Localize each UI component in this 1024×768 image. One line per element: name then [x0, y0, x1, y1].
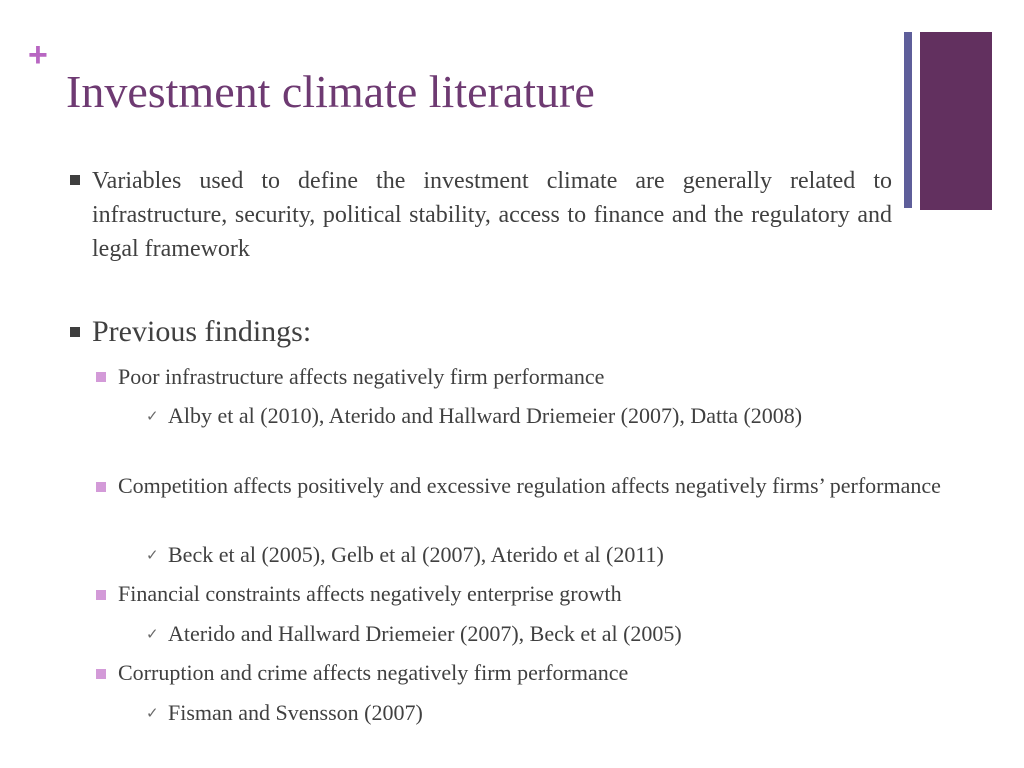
square-bullet-icon: [96, 669, 106, 679]
refs-corruption: Fisman and Svensson (2007): [168, 700, 423, 725]
checkmark-icon: ✓: [146, 704, 159, 722]
finding-financial: Financial constraints affects negatively enterprise growth: [118, 581, 622, 606]
plus-icon: +: [28, 36, 48, 74]
finding-corruption: Corruption and crime affects negatively firm performance: [118, 660, 629, 685]
square-bullet-icon: [96, 482, 106, 492]
refs-infrastructure: Alby et al (2010), Aterido and Hallward Driemeier (2007), Datta (2008): [168, 403, 803, 428]
square-bullet-icon: [96, 372, 106, 382]
checkmark-icon: ✓: [146, 407, 159, 425]
accent-bar-thin: [904, 32, 912, 208]
finding-competition: Competition affects positively and excessive regulation affects negatively firms’ performance: [118, 473, 941, 498]
checkmark-icon: ✓: [146, 546, 159, 564]
slide-title: Investment climate literature: [66, 66, 595, 117]
bullet-previous-findings: Previous findings:: [92, 315, 312, 348]
checkmark-icon: ✓: [146, 625, 159, 643]
accent-bar-thick: [920, 32, 992, 210]
square-bullet-icon: [70, 175, 80, 185]
finding-infrastructure: Poor infrastructure affects negatively firm performance: [118, 364, 605, 389]
square-bullet-icon: [96, 590, 106, 600]
refs-competition: Beck et al (2005), Gelb et al (2007), Aterido et al (2011): [168, 542, 664, 567]
square-bullet-icon: [70, 327, 80, 337]
refs-financial: Aterido and Hallward Driemeier (2007), Beck et al (2005): [168, 621, 682, 646]
bullet-variables: Variables used to define the investment climate are generally related to infrastructure, security, political stability, access to finance and the regulatory and legal framework: [92, 168, 892, 262]
